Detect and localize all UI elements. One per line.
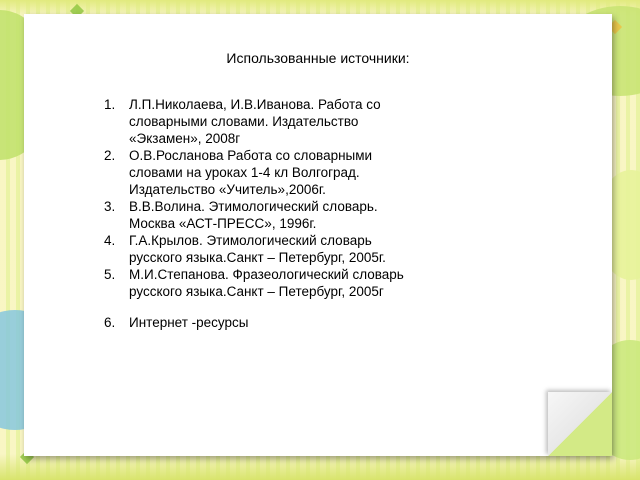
reference-item <box>104 96 424 147</box>
reference-text: Интернет -ресурсы <box>129 315 249 330</box>
reference-item <box>104 314 424 331</box>
reference-item <box>104 232 424 266</box>
reference-item <box>104 266 424 300</box>
page-curl-fold <box>548 392 612 456</box>
reference-text: Л.П.Николаева, И.В.Иванова. Работа со словарными словами. Издательство «Экзамен», 2008г <box>129 97 381 146</box>
reference-text: В.В.Волина. Этимологический словарь. Москва «АСТ-ПРЕСС», 1996г. <box>129 199 378 231</box>
reference-item <box>104 147 424 198</box>
reference-number: 1. <box>104 97 116 112</box>
background-bottom-edge <box>0 454 640 480</box>
references-list <box>104 96 424 331</box>
reference-number: 3. <box>104 199 116 214</box>
reference-number: 6. <box>104 315 116 330</box>
slide-title: Использованные источники: <box>226 50 410 66</box>
reference-text: Г.А.Крылов. Этимологический словарь русского языка.Санкт – Петербург, 2005г. <box>129 233 386 265</box>
reference-number: 5. <box>104 267 116 282</box>
reference-item <box>104 198 424 232</box>
reference-text: О.В.Росланова Работа со словарными словами на уроках 1-4 кл Волгоград. Издательство «Учитель»,2006г. <box>129 148 373 197</box>
reference-number: 4. <box>104 233 116 248</box>
reference-number: 2. <box>104 148 116 163</box>
reference-text: М.И.Степанова. Фразеологический словарь русского языка.Санкт – Петербург, 2005г <box>129 267 404 299</box>
content-paper <box>24 14 612 456</box>
